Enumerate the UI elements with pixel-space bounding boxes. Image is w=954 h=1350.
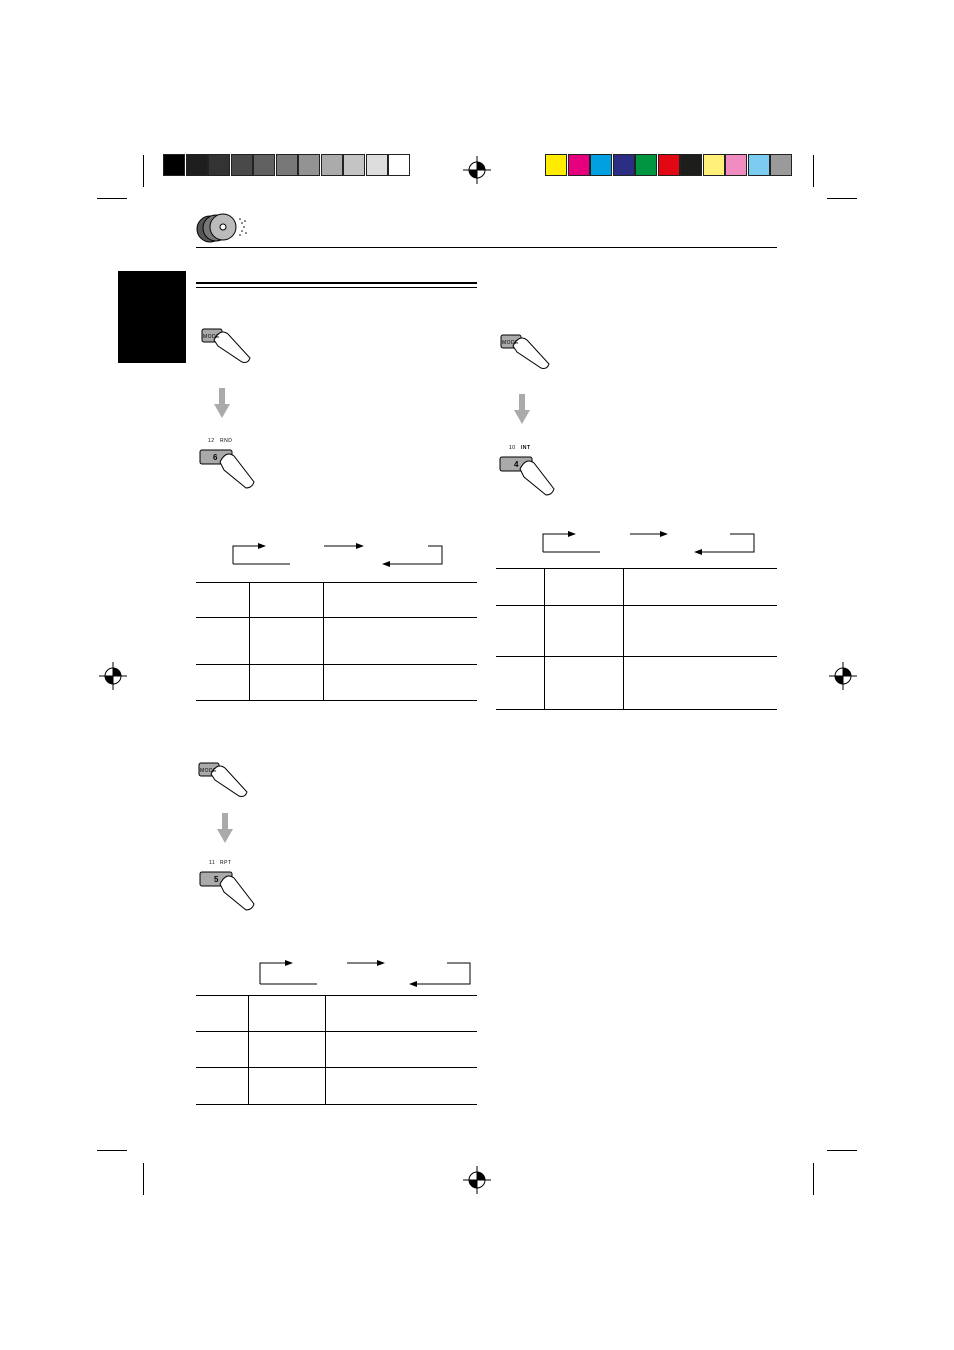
- color-swatch: [590, 154, 612, 176]
- color-swatch: [568, 154, 590, 176]
- key-number: 10: [509, 445, 516, 451]
- cycle-diagram: [257, 956, 473, 990]
- mode-key-label: MODE: [203, 334, 220, 340]
- registration-target-icon: [99, 662, 127, 690]
- random-options-table: [196, 582, 477, 701]
- header-rule: [196, 247, 777, 248]
- finger-press-icon: [497, 328, 557, 370]
- key-number: 11: [209, 860, 216, 866]
- color-swatch: [253, 154, 275, 176]
- color-swatch: [703, 154, 725, 176]
- color-swatch: [635, 154, 657, 176]
- crop-mark: [813, 155, 814, 187]
- mode-button[interactable]: [198, 322, 258, 364]
- color-swatch: [366, 154, 388, 176]
- key-function: RND: [220, 438, 233, 444]
- mode-button[interactable]: [497, 328, 557, 370]
- color-swatch: [545, 154, 567, 176]
- color-swatch: [725, 154, 747, 176]
- color-swatch: [298, 154, 320, 176]
- intro-options-table: [496, 568, 777, 710]
- finger-press-icon: [198, 322, 258, 364]
- intro-button[interactable]: [496, 443, 558, 501]
- key-function: RPT: [220, 860, 232, 866]
- color-swatch: [208, 154, 230, 176]
- down-arrow-icon: [217, 813, 233, 843]
- color-swatch: [613, 154, 635, 176]
- cycle-diagram: [540, 524, 758, 558]
- finger-press-icon: [496, 443, 558, 501]
- color-swatch: [321, 154, 343, 176]
- mode-button[interactable]: [195, 756, 255, 798]
- color-swatch: [343, 154, 365, 176]
- key-digit: 4: [514, 460, 519, 469]
- crop-mark: [813, 1163, 814, 1195]
- color-swatch: [388, 154, 410, 176]
- mode-key-label: MODE: [200, 768, 217, 774]
- crop-mark: [143, 1163, 144, 1195]
- color-swatch: [276, 154, 298, 176]
- key-digit: 6: [213, 453, 218, 462]
- crop-mark: [827, 1150, 857, 1151]
- color-swatch: [231, 154, 253, 176]
- registration-target-icon: [463, 1166, 491, 1194]
- color-swatch: [770, 154, 792, 176]
- color-swatch: [186, 154, 208, 176]
- down-arrow-icon: [214, 388, 230, 418]
- section-heading-rule: [196, 287, 477, 288]
- color-swatch: [658, 154, 680, 176]
- key-digit: 5: [214, 875, 219, 884]
- registration-target-icon: [829, 662, 857, 690]
- finger-press-icon: [196, 436, 258, 494]
- color-swatch: [748, 154, 770, 176]
- key-function: INT: [521, 445, 531, 451]
- crop-mark: [97, 1150, 127, 1151]
- key-number: 12: [208, 438, 215, 444]
- finger-press-icon: [195, 756, 255, 798]
- cd-disc-icon: [196, 209, 252, 245]
- repeat-button[interactable]: [196, 858, 258, 916]
- color-swatch: [163, 154, 185, 176]
- down-arrow-icon: [514, 394, 530, 424]
- finger-press-icon: [196, 858, 258, 916]
- language-tab: [118, 271, 186, 363]
- repeat-options-table: [196, 995, 477, 1105]
- mode-key-label: MODE: [502, 340, 519, 346]
- crop-mark: [97, 198, 127, 199]
- color-swatch: [680, 154, 702, 176]
- crop-mark: [143, 155, 144, 187]
- random-button[interactable]: [196, 436, 258, 494]
- section-heading-rule: [196, 282, 477, 284]
- cycle-diagram: [230, 536, 446, 570]
- registration-target-icon: [463, 156, 491, 184]
- crop-mark: [827, 198, 857, 199]
